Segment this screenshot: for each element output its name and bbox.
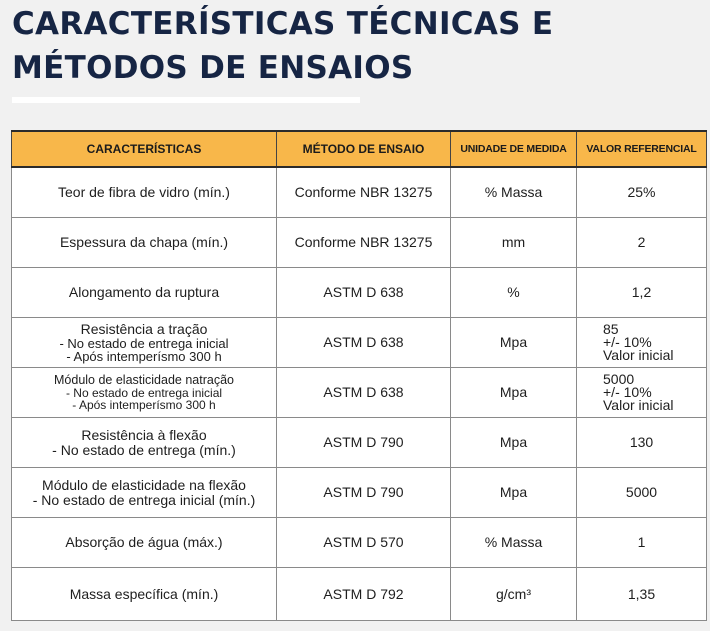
cell-value bbox=[577, 318, 707, 368]
cell-value: 2 bbox=[577, 218, 707, 268]
cell-method: Conforme NBR 13275 bbox=[277, 218, 451, 268]
value-line: 5000 bbox=[603, 371, 635, 387]
characteristic-sub-label: - No estado de entrega inicial (mín.) bbox=[32, 491, 256, 508]
header-caracteristicas: CARACTERÍSTICAS bbox=[12, 131, 277, 167]
cell-unit: Mpa bbox=[451, 318, 577, 368]
cell-unit: Mpa bbox=[451, 468, 577, 518]
cell-characteristic bbox=[12, 268, 277, 318]
cell-characteristic bbox=[12, 468, 277, 518]
table-row bbox=[12, 218, 707, 268]
table-row bbox=[12, 468, 707, 518]
cell-value: 1,2 bbox=[577, 268, 707, 318]
characteristic-label: Absorção de água (máx.) bbox=[65, 534, 223, 550]
page-title-line-2: MÉTODOS DE ENSAIOS bbox=[12, 50, 414, 86]
cell-unit: g/cm³ bbox=[451, 568, 577, 621]
cell-method: ASTM D 792 bbox=[277, 568, 451, 621]
value-line: +/- 10% bbox=[603, 384, 652, 400]
table-row bbox=[12, 167, 707, 218]
title-underline bbox=[12, 97, 360, 103]
cell-value bbox=[577, 368, 707, 418]
cell-unit: % bbox=[451, 268, 577, 318]
header-unidade-de-medida: UNIDADE DE MEDIDA bbox=[451, 131, 577, 167]
cell-value: 1 bbox=[577, 518, 707, 568]
table-row bbox=[12, 368, 707, 418]
cell-method: ASTM D 790 bbox=[277, 418, 451, 468]
cell-method: ASTM D 638 bbox=[277, 318, 451, 368]
characteristic-label: Módulo de elasticidade natração bbox=[54, 373, 234, 387]
cell-value: 130 bbox=[577, 418, 707, 468]
cell-method: Conforme NBR 13275 bbox=[277, 167, 451, 218]
characteristic-label: Massa específica (mín.) bbox=[69, 585, 219, 602]
cell-characteristic bbox=[12, 368, 277, 418]
characteristic-label: Espessura da chapa (mín.) bbox=[59, 234, 229, 250]
cell-characteristic bbox=[12, 218, 277, 268]
value-line: Valor inicial bbox=[603, 397, 674, 413]
characteristic-label: Alongamento da ruptura bbox=[68, 284, 220, 300]
cell-method: ASTM D 638 bbox=[277, 268, 451, 318]
header-metodo-de-ensaio: MÉTODO DE ENSAIO bbox=[277, 131, 451, 167]
cell-value: 1,35 bbox=[577, 568, 707, 621]
page-title bbox=[12, 2, 553, 90]
cell-unit: % Massa bbox=[451, 167, 577, 218]
cell-unit: mm bbox=[451, 218, 577, 268]
characteristic-sub-label: - No estado de entrega inicial bbox=[59, 336, 229, 351]
cell-characteristic bbox=[12, 318, 277, 368]
cell-characteristic bbox=[12, 568, 277, 621]
table-header-row bbox=[12, 131, 707, 167]
cell-unit: Mpa bbox=[451, 368, 577, 418]
cell-value: 25% bbox=[577, 167, 707, 218]
characteristic-label: Resistência à flexão bbox=[81, 426, 207, 443]
value-line: 85 bbox=[603, 321, 619, 337]
characteristic-sub-label: - Após intemperísmo 300 h bbox=[66, 349, 222, 364]
characteristic-sub-label: - No estado de entrega inicial bbox=[65, 386, 223, 400]
cell-unit: % Massa bbox=[451, 518, 577, 568]
cell-method: ASTM D 638 bbox=[277, 368, 451, 418]
cell-characteristic bbox=[12, 418, 277, 468]
characteristic-label: Teor de fibra de vidro (mín.) bbox=[58, 184, 230, 200]
characteristic-label: Resistência a tração bbox=[80, 321, 208, 337]
cell-characteristic bbox=[12, 167, 277, 218]
cell-method: ASTM D 790 bbox=[277, 468, 451, 518]
table-row bbox=[12, 318, 707, 368]
characteristic-sub-label: - No estado de entrega (mín.) bbox=[52, 441, 236, 458]
table-row bbox=[12, 568, 707, 621]
cell-characteristic bbox=[12, 518, 277, 568]
cell-method: ASTM D 570 bbox=[277, 518, 451, 568]
table-row bbox=[12, 268, 707, 318]
table-row bbox=[12, 518, 707, 568]
characteristic-label: Módulo de elasticidade na flexão bbox=[42, 476, 246, 493]
page-title-line-1: CARACTERÍSTICAS TÉCNICAS E bbox=[12, 6, 554, 42]
value-line: Valor inicial bbox=[603, 347, 674, 363]
header-valor-referencial: VALOR REFERENCIAL bbox=[577, 131, 707, 167]
characteristic-sub-label: - Após intemperísmo 300 h bbox=[72, 398, 216, 412]
cell-unit: Mpa bbox=[451, 418, 577, 468]
table-row bbox=[12, 418, 707, 468]
specs-table bbox=[11, 130, 707, 621]
cell-value: 5000 bbox=[577, 468, 707, 518]
value-line: +/- 10% bbox=[603, 334, 652, 350]
